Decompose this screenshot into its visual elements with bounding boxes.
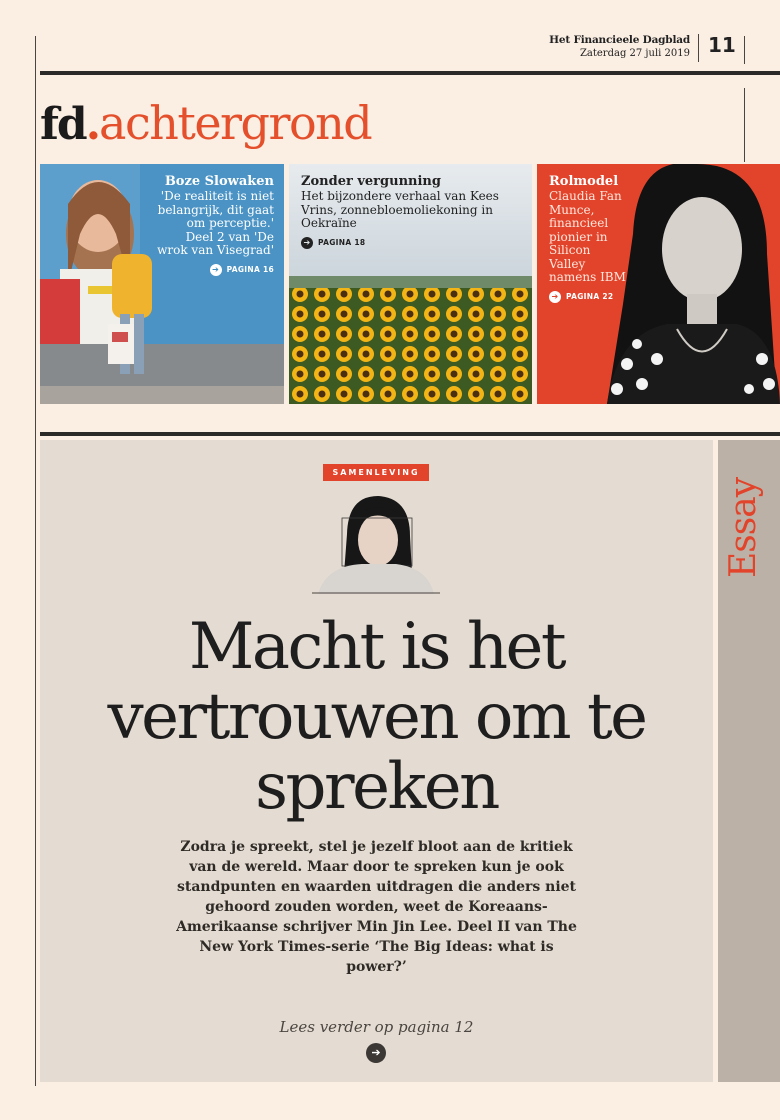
teaser-zonder-vergunning[interactable] (289, 164, 532, 404)
arrow-right-circle-icon: ➔ (549, 291, 561, 303)
teaser-title: Zonder vergunning (301, 174, 441, 189)
issue-date: Zaterdag 27 juli 2019 (579, 48, 690, 59)
divider (698, 34, 699, 62)
arrow-right-circle-icon[interactable]: ➔ (366, 1043, 386, 1063)
essay-side-bar (718, 440, 780, 1082)
category-tag: SAMENLEVING (323, 464, 429, 481)
page-margin-line (744, 88, 745, 162)
top-rule (40, 71, 780, 75)
teaser-body: Het bijzondere verhaal van Kees Vrins, zonnebloemoliekoning in Oekraïne (301, 189, 499, 230)
teaser-title: Rolmodel (549, 174, 619, 189)
teaser-body: Claudia Fan Munce, financieel pionier in Silicon Valley namens IBM (549, 189, 626, 284)
teaser-strip (40, 164, 780, 404)
paper-name: Het Financieele Dagblad (549, 34, 690, 46)
page-margin-line (35, 36, 36, 1086)
fd-logo: fd. (40, 99, 100, 150)
teaser-page-link[interactable]: ➔ PAGINA 18 (301, 237, 501, 249)
section-rule (40, 432, 780, 436)
teaser-text (301, 174, 501, 249)
teaser-page-link[interactable]: ➔ PAGINA 22 (549, 291, 629, 303)
section-brand (40, 96, 371, 156)
essay-label: Essay (723, 477, 764, 578)
masthead (549, 34, 690, 60)
teaser-title: Boze Slowaken (164, 174, 274, 189)
page-number: 11 (708, 33, 736, 57)
read-more-link[interactable]: Lees verder op pagina 12 (279, 1018, 474, 1036)
headline: Macht is het vertrouwen om te spreken (107, 610, 646, 824)
teaser-text (156, 174, 274, 276)
lede: Zodra je spreekt, stel je jezelf bloot aan de kritiek van de wereld. Maar door te spreken kun je ook standpunten en waarden uitdragen die anders niet gehoord zouden worden, weet de Koreaans-Amerikaanse schrijver Min Jin Lee. Deel II van The New York Times-serie ‘The Big Ideas: what is power?’ (176, 839, 577, 975)
teaser-boze-slowaken[interactable] (40, 164, 284, 404)
arrow-right-circle-icon: ➔ (210, 264, 222, 276)
teaser-text (549, 174, 629, 303)
author-portrait (312, 494, 440, 594)
teaser-body: 'De realiteit is niet belangrijk, dit gaat om perceptie.' Deel 2 van 'De wrok van Visegrad' (157, 189, 274, 257)
teaser-rolmodel[interactable] (537, 164, 780, 404)
section-title: achtergrond (99, 96, 372, 150)
teaser-page-link[interactable]: ➔ PAGINA 16 (156, 264, 274, 276)
page-margin-line (744, 36, 745, 64)
arrow-right-circle-icon: ➔ (301, 237, 313, 249)
